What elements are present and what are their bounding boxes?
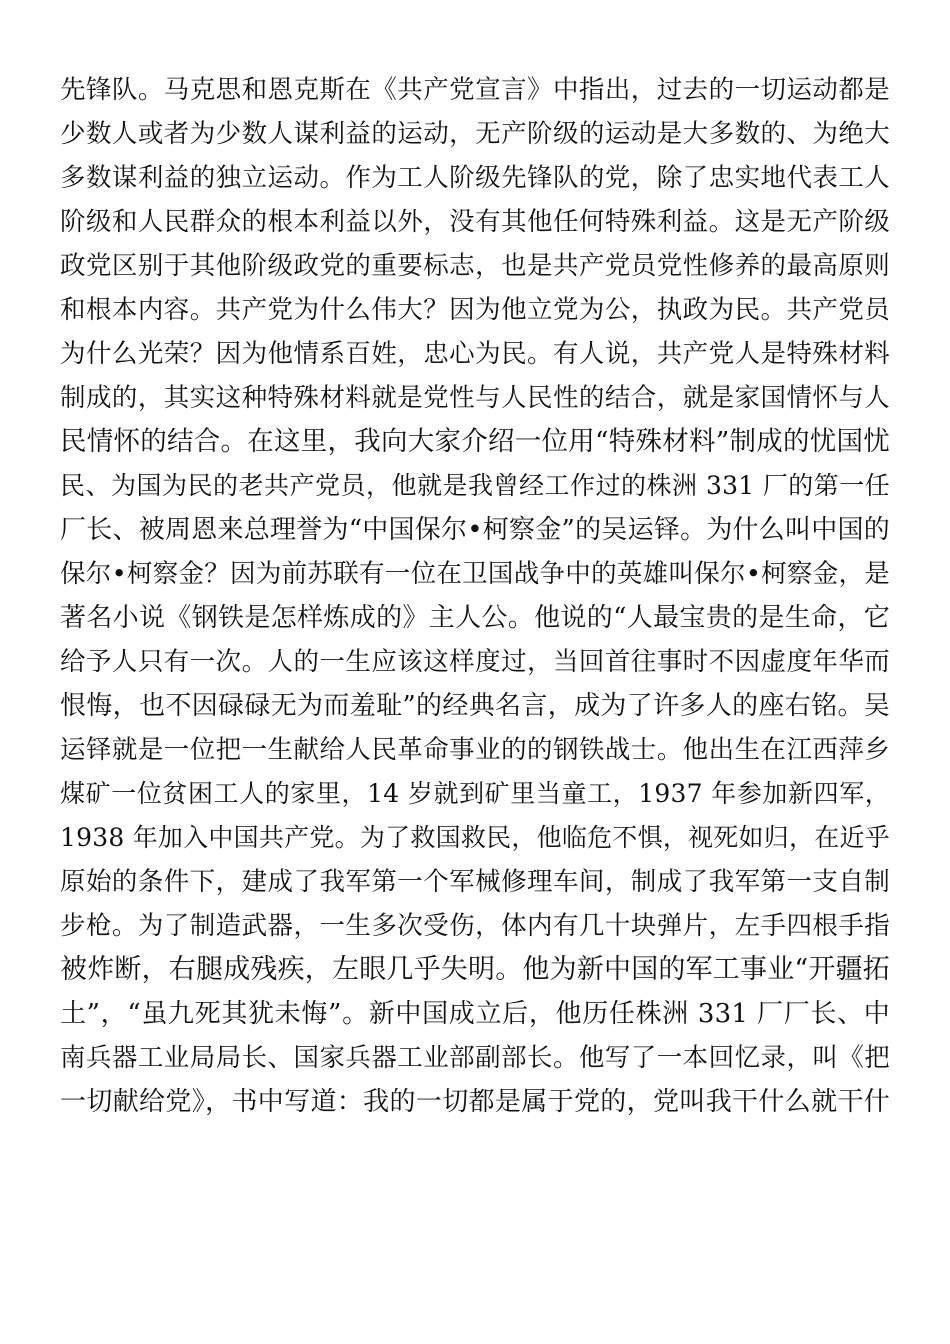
text-line: 多数谋利益的独立运动。作为工人阶级先锋队的党，除了忠实地代表工人 — [60, 163, 890, 193]
body-text — [60, 68, 890, 1124]
text-line: 阶级和人民群众的根本利益以外，没有其他任何特殊利益。这是无产阶级 — [60, 207, 890, 237]
text-line: 民情怀的结合。在这里，我向大家介绍一位用“特殊材料”制成的忧国忧 — [60, 426, 890, 457]
text-line: 原始的条件下，建成了我军第一个军械修理车间，制成了我军第一支自制 — [60, 867, 890, 897]
text-line: 运铎就是一位把一生献给人民革命事业的的钢铁战士。他出生在江西萍乡 — [60, 735, 890, 765]
text-line: 一切献给党》，书中写道：我的一切都是属于党的，党叫我干什么就干什 — [60, 1087, 890, 1117]
text-line: 1938 年加入中国共产党。为了救国救民，他临危不惧，视死如归，在近乎 — [60, 823, 890, 852]
text-line: 给予人只有一次。人的一生应该这样度过，当回首往事时不因虚度年华而 — [60, 647, 890, 677]
text-line: 和根本内容。共产党为什么伟大？因为他立党为公，执政为民。共产党员 — [60, 295, 890, 325]
text-line: 著名小说《钢铁是怎样炼成的》主人公。他说的“人最宝贵的是生命，它 — [60, 603, 890, 633]
text-line: 政党区别于其他阶级政党的重要标志，也是共产党员党性修养的最高原则 — [60, 251, 890, 281]
text-line: 被炸断，右腿成残疾，左眼几乎失明。他为新中国的军工事业“开疆拓 — [60, 954, 891, 985]
text-line: 煤矿一位贫困工人的家里，14 岁就到矿里当童工，1937 年参加新四军， — [60, 779, 890, 808]
text-line: 厂长、被周恩来总理誉为“中国保尔•柯察金”的吴运铎。为什么叫中国的 — [60, 515, 890, 545]
text-line: 制成的，其实这种特殊材料就是党性与人民性的结合，就是家国情怀与人 — [60, 383, 890, 413]
text-line: 先锋队。马克思和恩克斯在《共产党宣言》中指出，过去的一切运动都是 — [60, 75, 890, 105]
text-line: 为什么光荣？因为他情系百姓，忠心为民。有人说，共产党人是特殊材料 — [60, 339, 890, 369]
text-line: 南兵器工业局局长、国家兵器工业部副部长。他写了一本回忆录，叫《把 — [60, 1043, 890, 1073]
text-line: 恨悔，也不因碌碌无为而羞耻”的经典名言，成为了许多人的座右铭。吴 — [60, 691, 890, 721]
text-line: 步枪。为了制造武器，一生多次受伤，体内有几十块弹片，左手四根手指 — [60, 911, 890, 941]
text-line: 土”，“虽九死其犹未悔”。新中国成立后，他历任株洲 331 厂厂长、中 — [60, 999, 890, 1029]
text-line: 保尔•柯察金？因为前苏联有一位在卫国战争中的英雄叫保尔•柯察金，是 — [60, 559, 890, 589]
text-line: 少数人或者为少数人谋利益的运动，无产阶级的运动是大多数的、为绝大 — [60, 119, 890, 149]
text-line: 民、为国为民的老共产党员，他就是我曾经工作过的株洲 331 厂的第一任 — [60, 471, 890, 500]
